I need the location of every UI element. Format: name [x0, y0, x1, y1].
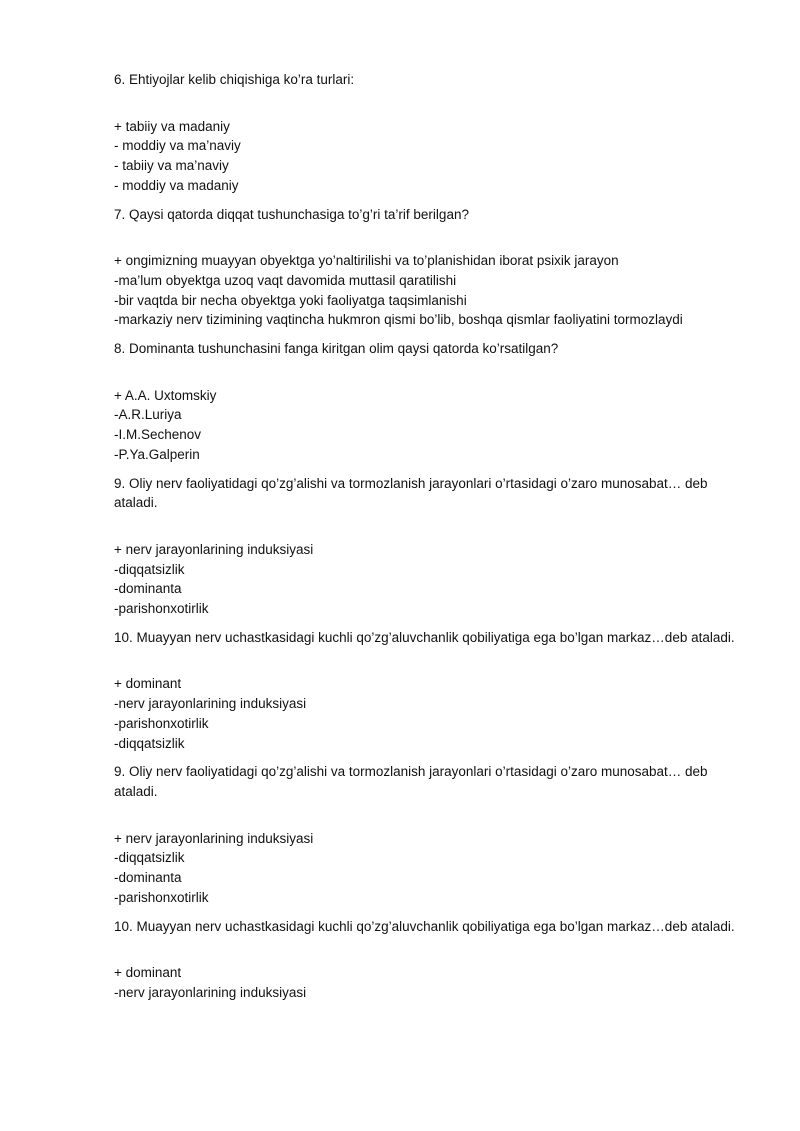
answer-option: -dominanta	[114, 581, 182, 597]
answer-list	[114, 674, 744, 753]
question-block-1	[114, 70, 744, 196]
question-text: 8. Dominanta tushunchasini fanga kiritgan olim qaysi qatorda ko’rsatilgan?	[114, 341, 559, 357]
question-block-6	[114, 762, 744, 907]
answer-option: -diqqatsizlik	[114, 561, 185, 577]
answer-option: -nerv jarayonlarining induksiyasi	[114, 984, 307, 1000]
answer-option: + dominant	[114, 676, 182, 692]
answer-option: -nerv jarayonlarining induksiyasi	[114, 696, 307, 712]
answer-list	[114, 117, 744, 196]
answer-option: -dominanta	[114, 870, 182, 886]
question-text: 6. Ehtiyojlar kelib chiqishiga ko’ra turlari:	[114, 72, 355, 87]
answer-list	[114, 963, 744, 1002]
question-block-4	[114, 474, 744, 619]
question-text: 7. Qaysi qatorda diqqat tushunchasiga to’g’ri ta’rif berilgan?	[114, 206, 469, 222]
answer-list	[114, 540, 744, 619]
answer-option: - tabiiy va ma’naviy	[114, 158, 229, 174]
answer-option: + nerv jarayonlarining induksiyasi	[114, 830, 314, 846]
document-page	[114, 70, 744, 1012]
answer-option: -parishonxotirlik	[114, 601, 209, 617]
question-text: 9. Oliy nerv faoliyatidagi qo’zg’alishi va tormozlanish jarayonlari o’rtasidagi o’zaro munosabat… deb ataladi.	[114, 475, 708, 511]
answer-option: - moddiy va ma’naviy	[114, 138, 241, 154]
answer-option: -parishonxotirlik	[114, 889, 209, 905]
question-text: 10. Muayyan nerv uchastkasidagi kuchli qo’zg’aluvchanlik qobiliyatiga ega bo’lgan markaz…deb ataladi.	[114, 918, 735, 934]
question-block-3	[114, 339, 744, 465]
answer-option: + A.A. Uxtomskiy	[114, 387, 217, 403]
question-text: 10. Muayyan nerv uchastkasidagi kuchli qo’zg’aluvchanlik qobiliyatiga ega bo’lgan markaz…deb ataladi.	[114, 629, 735, 645]
answer-option: -diqqatsizlik	[114, 735, 185, 751]
answer-option: -P.Ya.Galperin	[114, 446, 200, 462]
answer-option: -parishonxotirlik	[114, 715, 209, 731]
answer-list	[114, 386, 744, 465]
answer-list	[114, 251, 744, 330]
answer-option: -ma’lum obyektga uzoq vaqt davomida muttasil qaratilishi	[114, 272, 457, 288]
answer-option: -I.M.Sechenov	[114, 427, 202, 443]
answer-option: + nerv jarayonlarining induksiyasi	[114, 541, 314, 557]
question-block-7	[114, 917, 744, 1003]
answer-option: -A.R.Luriya	[114, 407, 182, 423]
question-text: 9. Oliy nerv faoliyatidagi qo’zg’alishi va tormozlanish jarayonlari o’rtasidagi o’zaro munosabat… deb ataladi.	[114, 764, 708, 799]
answer-list	[114, 829, 744, 908]
answer-option: -diqqatsizlik	[114, 850, 185, 866]
answer-option: + ongimizning muayyan obyektga yo’naltirilishi va to’planishidan iborat psixik jarayon	[114, 253, 619, 269]
answer-option: + dominant	[114, 965, 182, 981]
question-block-5	[114, 628, 744, 754]
answer-option: -bir vaqtda bir necha obyektga yoki faoliyatga taqsimlanishi	[114, 292, 467, 308]
answer-option: + tabiiy va madaniy	[114, 118, 230, 134]
answer-option: -markaziy nerv tizimining vaqtincha hukmron qismi bo’lib, boshqa qismlar faoliyatini tormozlaydi	[114, 312, 683, 328]
question-block-2	[114, 205, 744, 331]
answer-option: - moddiy va madaniy	[114, 177, 239, 193]
